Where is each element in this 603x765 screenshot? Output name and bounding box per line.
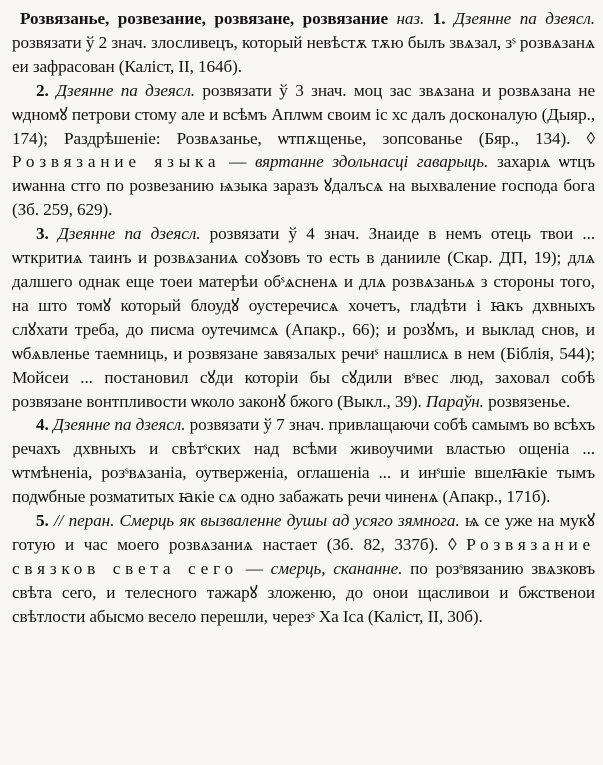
sense-gloss: Дзеянне па дзеясл. bbox=[56, 80, 195, 100]
sense-text: розвязати ў 3 знач. моц зас звѧзана и розвѧзана не ѡдномꙋ петрови стому але и всѣмъ Аплѡм своим іс хс далъ досконалую (Дыяр., 174); Раздрѣшеніе: Розвѧзанье, ѡтпѫщенье, зопсованье (Бяр., 134). ◊ bbox=[12, 80, 595, 148]
idiom-example: по розˢвязанию звѧзковъ свѣта сего, и телесного тажарꙋ зложеню, до онои щасливои и бжственои свѣтлости абысмо весело перешли, черезˢ Ха Іса (Каліст, II, 30б). bbox=[12, 558, 596, 626]
cross-reference-label: Параўн. bbox=[425, 391, 484, 411]
sense-gloss: // перан. Смерць як вызваленне душы ад усяго зямнога. bbox=[54, 511, 460, 531]
sense-text: розвязати ў 7 знач. привлащаючи собѣ самымъ во всѣхъ речахъ дхвныхъ и свѣтˢских над всѣми живоучими властью ощеніа ... ѡтмѣненіа, розˢвѧзаніа, оутверженіа, оглашеніа ... и инˢшіе вшелꙗкіе тымъ подѡбные розматитых ꙗкіе сѧ одно забажать речи чиненѧ (Апакр., 171б). bbox=[12, 415, 595, 507]
idiom-dash: — bbox=[245, 558, 263, 578]
sense-number: 2. bbox=[36, 80, 49, 100]
idiom-phrase: Розвязание языка bbox=[12, 152, 221, 172]
sense-text: розвязати ў 2 знач. злосливецъ, который невѣстѫ тѫю былъ звѧзал, зˢ розвѧзанѧ еи зафрасован (Каліст, II, 164б). bbox=[12, 32, 595, 76]
sense-number: 4. bbox=[36, 415, 49, 435]
idiom-example: захарıѧ ѡтцъ иѡанна стго по розвезанию ѩзыка заразъ ꙋдалъсѧ на выхваление господа бога (Зб. 259, 629). bbox=[12, 152, 596, 220]
idiom-gloss: вяртанне здольнасці гаварыць. bbox=[254, 152, 489, 172]
idiom-phrase: Розвязание связков света сего bbox=[12, 534, 595, 578]
sense-gloss: Дзеянне па дзеясл. bbox=[57, 224, 201, 244]
sense-number: 3. bbox=[36, 224, 49, 244]
sense-number: 5. bbox=[36, 511, 49, 531]
cross-reference-word: розвязенье. bbox=[488, 391, 571, 411]
sense-gloss: Дзеянне па дзеясл. bbox=[453, 9, 595, 28]
entry-sense-5 bbox=[12, 509, 595, 629]
sense-number: 1. bbox=[432, 9, 446, 28]
entry-sense-2 bbox=[12, 79, 595, 222]
entry-headword: Розвязанье, розвезание, розвязане, розвязание bbox=[20, 9, 388, 28]
idiom-gloss: смерць, скананне. bbox=[270, 558, 403, 578]
sense-text: ѩ се уже на мукꙋ готую и час моего розвѧзаниѧ настает (Зб. 82, 337б). ◊ bbox=[12, 511, 595, 554]
sense-text: розвязати ў 4 знач. Знаиде в немъ отець твои ... ѡткритиѧ таинъ и розвѧзаниѧ соꙋзовъ то есть в данииле (Скар. ДП, 19); длѧ далшего однак еще тоеи матерѣи обˢѧсненѧ и длѧ розвѧзаньѧ з стороны того, на што томꙋ который блоудꙋ оустеречисѧ хочетъ, гладѣти і ꙗкъ дхвныхъ слꙋхати треба, до писма оутечимсѧ (Апакр., 66); и розꙋмъ, и выклад снов, и ѡбѧвленье таемниць, и розвязане завязалых речиˢ нашлисѧ в нем (Біблія, 544); Мойсеи ... постановил сꙋди которіи бы сꙋдили вˢвес люд, заховал собѣ розвязане вонтпливости ѡколо законꙋ бжого (Выкл., 39). bbox=[12, 224, 595, 411]
entry-sense-4 bbox=[12, 413, 595, 509]
sense-gloss: Дзеянне па дзеясл. bbox=[52, 415, 186, 435]
entry-sense-1 bbox=[12, 7, 595, 79]
part-of-speech: наз. bbox=[396, 9, 425, 28]
idiom-dash: — bbox=[229, 152, 247, 172]
entry-sense-3 bbox=[12, 222, 595, 413]
